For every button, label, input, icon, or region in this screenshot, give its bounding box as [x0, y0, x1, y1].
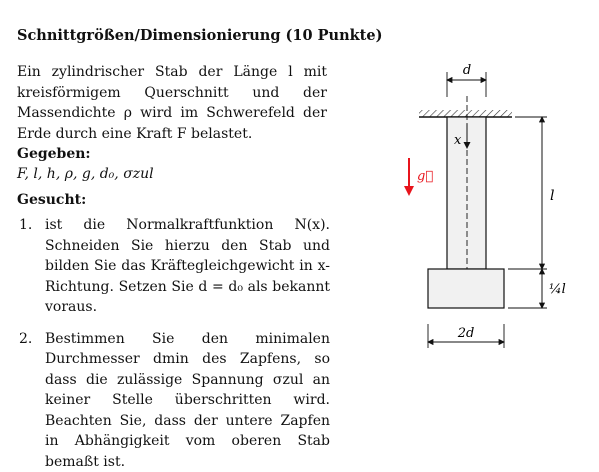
- label-l: l: [550, 188, 554, 204]
- task-number: 1.: [19, 215, 32, 236]
- gravity-arrow: [404, 158, 433, 196]
- label-d: d: [463, 63, 471, 78]
- task-item-2: [17, 329, 330, 472]
- label-quarter-l: ¼l: [549, 282, 566, 297]
- sought-heading: Gesucht:: [17, 192, 86, 208]
- rod-diagram: [395, 52, 595, 362]
- dimension-quarter-l: [508, 269, 566, 308]
- page-title: Schnittgrößen/Dimensionierung (10 Punkte): [17, 27, 382, 44]
- task-text: ist die Normalkraftfunktion N(x). Schneiden Sie hierzu den Stab und bilden Sie das Kräftegleichgewicht in x-Richtung. Setzen Sie d = d₀ als bekannt voraus.: [45, 217, 330, 315]
- dimension-2d: [428, 324, 504, 348]
- label-2d: 2d: [457, 326, 475, 341]
- task-number: 2.: [19, 329, 32, 350]
- label-x: x: [454, 133, 462, 148]
- lower-pin: [428, 269, 504, 308]
- problem-description: Ein zylindrischer Stab der Länge l mit kreisförmigem Querschnitt und der Massendichte ρ wird im Schwerefeld der Erde durch eine Kraft F belastet.: [17, 62, 327, 144]
- given-values: F, l, h, ρ, g, d₀, σzul: [17, 166, 154, 182]
- dimension-d: [447, 63, 486, 97]
- given-heading: Gegeben:: [17, 146, 91, 162]
- dimension-l: [508, 117, 554, 269]
- label-g: g⃗: [417, 169, 433, 184]
- task-item-1: [17, 215, 330, 318]
- ceiling-hatch: [419, 110, 512, 117]
- task-list: [17, 215, 330, 472]
- task-text: Bestimmen Sie den minimalen Durchmesser dmin des Zapfens, so dass die zulässige Spannung σzul an keiner Stelle überschritten wird. Beachten Sie, dass der untere Zapfen in Abhängigkeit vom oberen Stab bemaßt ist.: [45, 331, 330, 470]
